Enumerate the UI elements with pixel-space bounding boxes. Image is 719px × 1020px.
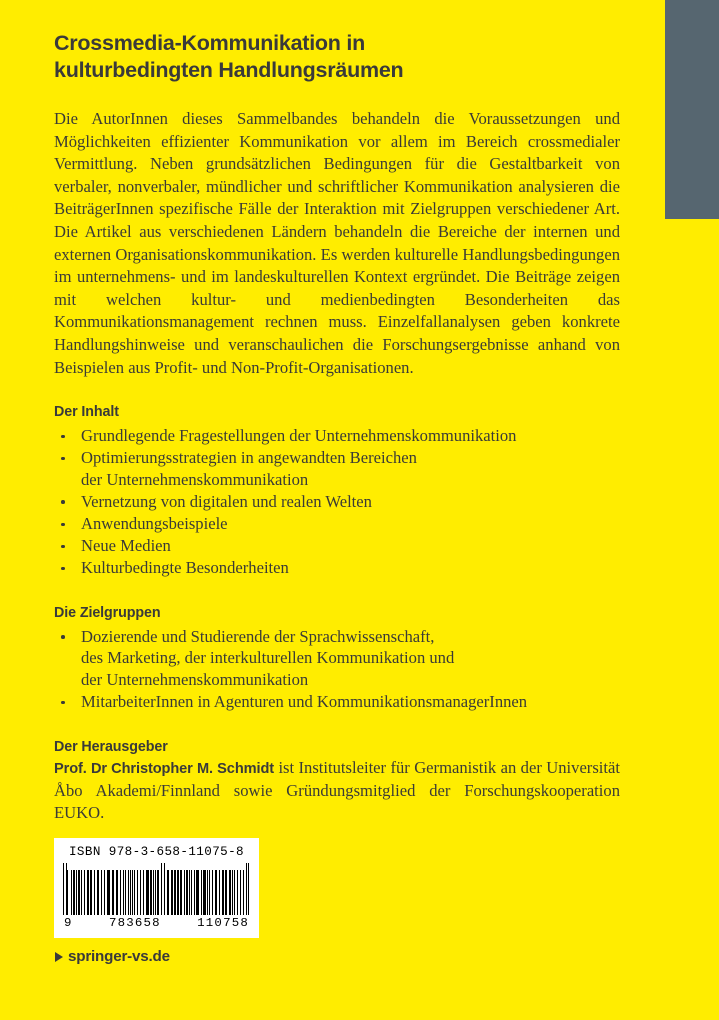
list-item-line-3: der Unternehmenskommunikation bbox=[81, 669, 309, 689]
editor-bio-text: ist Institutsleiter für Germanistik an der Universität Åbo Akademi/Finnland sowie Gründungsmitglied der Forschungskooperation EUKO. bbox=[54, 757, 620, 823]
list-item-line-2: der Unternehmenskommunikation bbox=[81, 469, 309, 489]
barcode-bars bbox=[63, 863, 250, 915]
zielgruppen-list bbox=[54, 626, 622, 713]
section-heading-zielgruppen: Die Zielgruppen bbox=[54, 604, 161, 621]
section-heading-inhalt: Der Inhalt bbox=[54, 404, 119, 421]
list-item-line-1: Kulturbedingte Besonderheiten bbox=[81, 558, 289, 578]
list-item bbox=[54, 491, 622, 513]
list-item bbox=[54, 535, 622, 557]
section-heading-herausgeber: Der Herausgeber bbox=[54, 738, 168, 755]
list-item-line-1: Dozierende und Studierende der Sprachwissenschaft, bbox=[81, 626, 435, 646]
publisher-logo[interactable] bbox=[55, 948, 170, 965]
list-item-line-1: Optimierungsstrategien in angewandten Bereichen bbox=[81, 448, 417, 468]
editor-name: Prof. Dr Christopher M. Schmidt bbox=[54, 760, 275, 777]
list-item bbox=[54, 447, 622, 490]
play-triangle-icon bbox=[55, 952, 63, 962]
publisher-label: springer-vs.de bbox=[68, 948, 170, 965]
list-item-line-1: Neue Medien bbox=[81, 536, 171, 556]
blurb-paragraph: Die AutorInnen dieses Sammelbandes behandeln die Voraussetzungen und Möglichkeiten effizienter Kommunikation vor allem im Bereich crossmedialer Vermittlung. Neben grundsätzlichen Bedingungen für die Gestaltbarkeit von verbaler, nonverbaler, mündlicher und schriftlicher Kommunikation analysieren die BeiträgerInnen spezifische Fälle der Interaktion mit Zielgruppen verschiedener Art. Die Artikel aus verschiedenen Ländern behandeln die Bereiche der internen und externen Organisationskommunikation. Es werden kulturelle Handlungsbedingungen im unternehmens- und im landeskulturellen Kontext ergründet. Die Beiträge zeigen mit welchen kultur- und medienbedingten Besonderheiten das Kommunikationsmanagement rechnen muss. Einzelfallanalysen geben konkrete Handlungshinweise und veranschaulichen die Forschungsergebnisse anhand von Beispielen aus Profit- und Non-Profit-Organisationen. bbox=[54, 109, 620, 377]
ean-digits bbox=[63, 916, 250, 930]
editor-bio-paragraph bbox=[54, 757, 620, 825]
list-item bbox=[54, 626, 622, 691]
accent-block-gray bbox=[665, 0, 719, 219]
list-item-line-1: Grundlegende Fragestellungen der Unternehmenskommunikation bbox=[81, 426, 517, 446]
cover-content bbox=[54, 30, 622, 824]
page-title-line-1: Crossmedia-Kommunikation in bbox=[54, 31, 366, 55]
list-item-line-2: des Marketing, der interkulturellen Kommunikation und bbox=[81, 648, 455, 668]
list-item bbox=[54, 691, 622, 713]
isbn-label: ISBN 978-3-658-11075-8 bbox=[68, 845, 245, 859]
list-item-line-1: Vernetzung von digitalen und realen Welten bbox=[81, 491, 372, 511]
inhalt-list bbox=[54, 425, 622, 579]
list-item-line-1: Anwendungsbeispiele bbox=[81, 514, 228, 533]
list-item bbox=[54, 425, 622, 447]
list-item-line-1: MitarbeiterInnen in Agenturen und KommunikationsmanagerInnen bbox=[81, 692, 528, 712]
barcode-panel bbox=[54, 838, 259, 938]
page-title-line-2: kulturbedingten Handlungsräumen bbox=[54, 58, 404, 82]
ean-group-1: 783658 bbox=[108, 916, 161, 930]
page-title bbox=[54, 30, 474, 84]
ean-group-2: 110758 bbox=[197, 916, 249, 930]
list-item bbox=[54, 557, 622, 579]
list-item bbox=[54, 513, 622, 535]
ean-left-digit: 9 bbox=[64, 916, 73, 930]
